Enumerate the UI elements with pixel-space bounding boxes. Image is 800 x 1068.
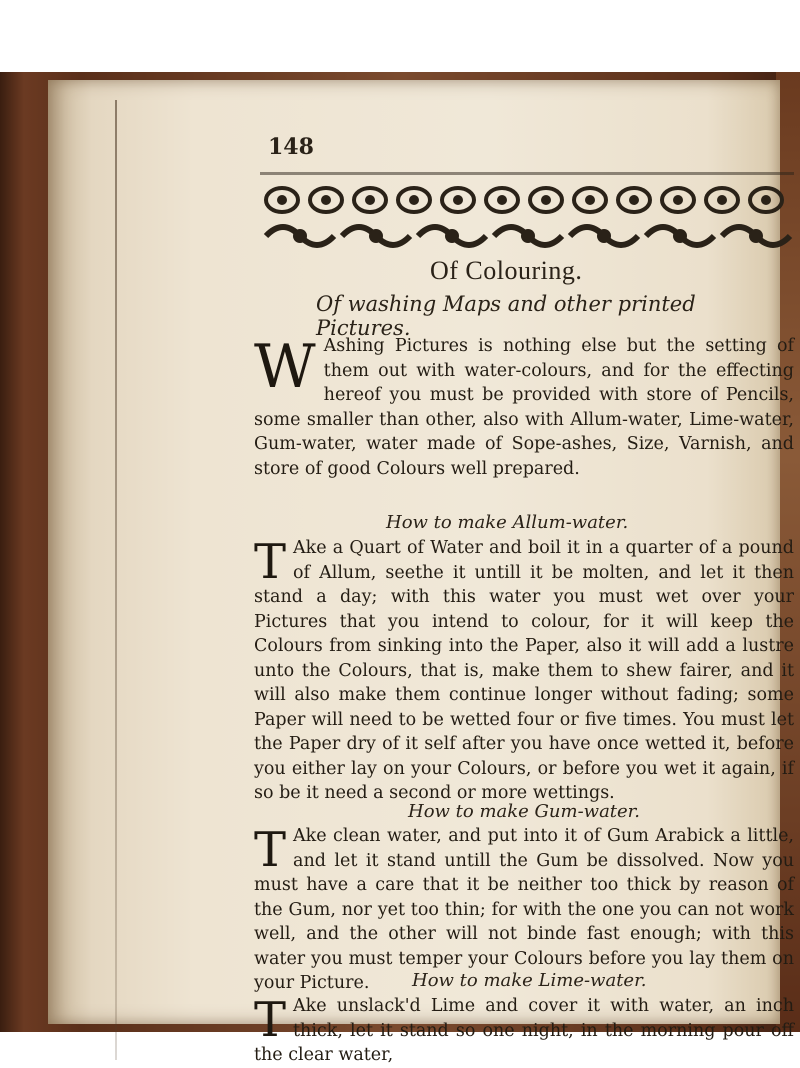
- intro-paragraph: [254, 334, 794, 481]
- ornament-flourish: [618, 188, 650, 212]
- ornament-flourish: [750, 188, 782, 212]
- ornament-flourish: [570, 227, 638, 245]
- paragraph-text: Ake unslack'd Lime and cover it with water, an inch thick, let it stand so one night, in the morning pour off the clear water,: [254, 996, 794, 1065]
- ornament-flourish: [342, 227, 410, 245]
- heading-allum-water: How to make Allum-water.: [386, 512, 629, 533]
- paragraph-text: Ashing Pictures is nothing else but the setting of them out with water-colours, and for the effecting hereof you must be provided with store of Pencils, some smaller than other, also with Allum-water, Lime-water, Gum-water, water made of Sope-ashes, Size, Varnish, and store of good Colours well prepared.: [254, 336, 794, 479]
- ornament-flourish: [442, 188, 474, 212]
- ornament-flourish: [646, 227, 714, 245]
- ornament-flourish: [574, 188, 606, 212]
- heading-lime-water: How to make Lime-water.: [412, 970, 647, 991]
- ornament-flourish: [722, 227, 790, 245]
- heading-gum-water: How to make Gum-water.: [408, 801, 641, 822]
- paragraph-text: Ake a Quart of Water and boil it in a quarter of a pound of Allum, seethe it untill it be molten, and let it then stand a day; with this water you must wet over your Pictures that you intend to colour, for it will keep the Colours from sinking into the Paper, also it will add a lustre unto the Colours, that is, make them to shew fairer, and it will also make them continue longer without fading; some Paper will need to be wetted four or five times. You must let the Paper dry of it self after you have once wetted it, before you either lay on your Colours, or before you wet it again, if so be it need a second or more wettings.: [254, 538, 794, 803]
- bookmark-ribbon: [115, 100, 117, 1060]
- ornament-border: [260, 170, 794, 260]
- allum-water-paragraph: [254, 536, 794, 806]
- paragraph-text: Ake clean water, and put into it of Gum Arabick a little, and let it stand untill the Gum be dissolved. Now you must have a care that it be neither too thick by reason of the Gum, nor yet too thin; for with the one you can not work well, and the other will not binde fast enough; with this water you must temper your Colours before you lay them on your Picture.: [254, 826, 794, 993]
- ornament-flourish: [266, 227, 334, 245]
- ornament-flourish: [418, 227, 486, 245]
- ornament-flourish: [662, 188, 694, 212]
- book-page: [48, 80, 794, 1065]
- dropcap: W: [254, 332, 316, 402]
- ornament-flourish: [354, 188, 386, 212]
- ornament-flourish: [398, 188, 430, 212]
- dropcap: T: [254, 822, 287, 878]
- ornament-flourish: [266, 188, 298, 212]
- ornament-flourish: [310, 188, 342, 212]
- lime-water-paragraph: [254, 994, 794, 1068]
- page-number: 148: [268, 134, 314, 160]
- ornament-flourish: [706, 188, 738, 212]
- ornament-flourish: [530, 188, 562, 212]
- dropcap: T: [254, 534, 287, 590]
- section-subtitle: Of washing Maps and other printed Pictures.: [316, 292, 696, 340]
- ornament-flourish: [494, 227, 562, 245]
- chapter-title: Of Colouring.: [430, 256, 583, 285]
- ornament-flourish: [486, 188, 518, 212]
- dropcap: T: [254, 992, 287, 1048]
